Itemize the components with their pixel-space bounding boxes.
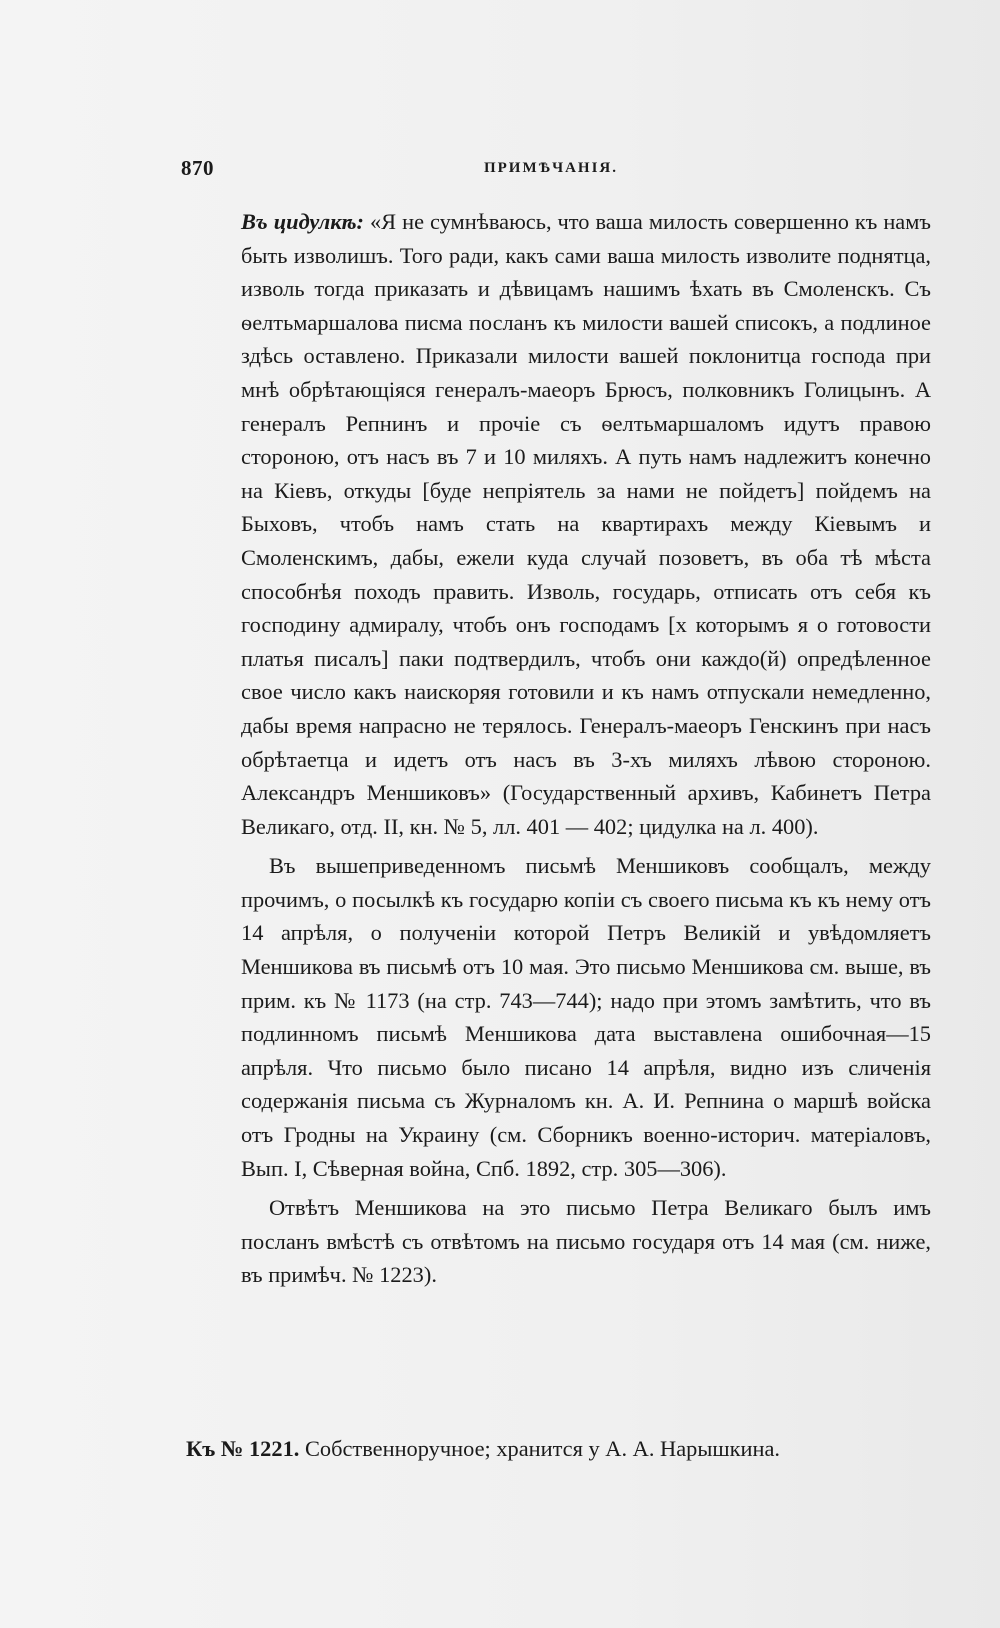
commentary-paragraph: Въ вышеприведенномъ письмѣ Меншиковъ сообщалъ, между прочимъ, о посылкѣ къ государю копіи съ своего письма къ къ нему отъ 14 апрѣля, о полученіи которой Петръ Великій и увѣдомляетъ Меншикова въ письмѣ отъ 10 мая. Это письмо Меншикова см. выше, въ прим. къ № 1173 (на стр. 743—744); надо при этомъ замѣтить, что въ подлинномъ письмѣ Меншикова дата выставлена ошибочная—15 апрѣля. Что письмо было писано 14 апрѣля, видно изъ сличенія содержанія письма съ Журналомъ кн. А. И. Репнина о маршѣ войска отъ Гродны на Украину (см. Сборникъ военно-историч. матеріаловъ, Вып. I, Сѣверная война, Спб. 1892, стр. 305—306). (241, 853, 931, 1181)
page-number: 870 (181, 156, 214, 180)
running-head: ПРИМѢЧАНІЯ. (483, 160, 619, 176)
entry-text: Собственноручное; хранится у А. А. Нарышкина. (299, 1436, 780, 1461)
postscript-paragraph (241, 205, 931, 843)
page-header (181, 156, 921, 188)
notes-body (241, 205, 931, 1292)
note-entry-1221 (186, 1432, 936, 1466)
reply-paragraph: Отвѣтъ Меншикова на это письмо Петра Великаго былъ имъ посланъ вмѣстѣ съ отвѣтомъ на письмо государя отъ 14 мая (см. ниже, въ примѣч. № 1223). (241, 1195, 931, 1288)
postscript-text: «Я не сумнѣваюсь, что ваша милость совершенно къ намъ быть изволишъ. Того ради, какъ сами ваша милость изволите поднятца, изволь тогда приказать и дѣвицамъ нашимъ ѣхать въ Смоленскъ. Съ ѳелтьмаршалова писма посланъ къ милости вашей списокъ, а подлиное здѣсь оставлено. Приказали милости вашей поклонитца господа при мнѣ обрѣтающіяся генералъ-маеоръ Брюсъ, полковникъ Голицынъ. А генералъ Репнинъ и прочіе съ ѳелтьмаршаломъ идутъ правою стороною, отъ насъ въ 7 и 10 миляхъ. А путь намъ надлежитъ конечно на Кіевъ, откуды [буде непріятель за нами не пойдетъ] пойдемъ на Быховъ, чтобъ намъ стать на квартирахъ между Кіевымъ и Смоленскимъ, дабы, ежели куда случай позоветъ, въ оба тѣ мѣста способнѣя походъ править. Изволь, государь, отписать отъ себя къ господину адмиралу, чтобъ онъ господамъ [х которымъ я о готовости платья писалъ] паки подтвердилъ, чтобъ они каждо(й) опредѣленное свое число какъ наискоряя готовили и къ намъ отпускали немедленно, дабы время напрасно не терялось. Генералъ-маеоръ Генскинъ при насъ обрѣтаетца и идетъ отъ насъ въ 3-хъ миляхъ лѣвою стороною. Александръ Меншиковъ» (Государственный архивъ, Кабинетъ Петра Великаго, отд. II, кн. № 5, лл. 401 — 402; цидулка на л. 400). (241, 209, 931, 839)
entry-label: Къ № 1221. (186, 1436, 300, 1461)
postscript-lead: Въ цидулкѣ: (241, 209, 364, 234)
